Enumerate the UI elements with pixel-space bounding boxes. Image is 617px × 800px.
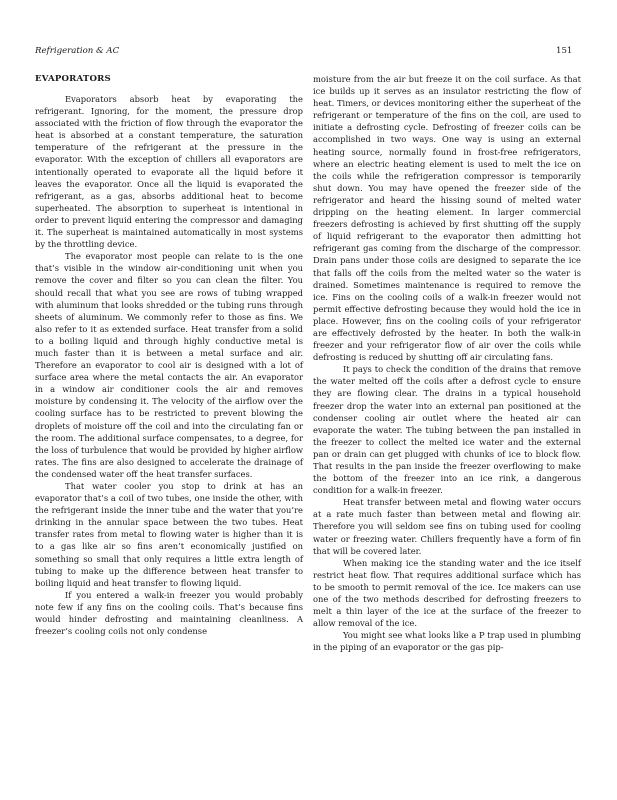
paragraph: moisture from the air but freeze it on the coil surface. As that ice builds up it serves as an insulator restricting the flow of heat. Timers, or devices monitoring either the superheat of the refrigerant or temperature of the fins on the coil, are used to initiate a defrosting cycle. Defrosting of freezer coils can be accomplished in two ways. One way is using an external heating source, normally found in frost-free refrigerators, where an electric heating element is used to melt the ice on the coils while the refrigeration compressor is temporarily shut down. You may have opened the freezer side of the refrigerator and heard the hissing sound of melted water dripping on the heating element. In larger commercial freezers defrosting is achieved by first shutting off the supply of liquid refrigerant to the evaporator then admitting hot refrigerant gas coming from the discharge of the compressor. Drain pans under those coils are designed to separate the ice that falls off the coils from the melted water so the water is drained. Sometimes maintenance is required to remove the ice. Fins on the cooling coils of a walk-in freezer would not permit effective defrosting because they would hold the ice in place. However, fins on the cooling coils of your refrigerator are effectively defrosted by the heater. In both the walk-in freezer and your refrigerator flow of air over the coils while defrosting is reduced by shutting off air circulating fans. bbox=[313, 74, 581, 363]
paragraph: That water cooler you stop to drink at has an evaporator that’s a coil of two tubes, one inside the other, with the refrigerant inside the inner tube and the water that you’re drinking in the annular space between the two tubes. Heat transfer rates from metal to flowing water is higher than it is to a gas like air so fins aren’t economically justified on something so small that only requires a little extra length of tubing to make up the difference between heat transfer to boiling liquid and heat transfer to flowing liquid. bbox=[35, 481, 303, 588]
left-column bbox=[35, 73, 303, 637]
running-header-title: Refrigeration & AC bbox=[35, 46, 120, 56]
right-column bbox=[313, 73, 581, 654]
section-title: EVAPORATORS bbox=[35, 74, 111, 84]
paragraph: When making ice the standing water and the ice itself restrict heat flow. That requires additional surface which has to be smooth to permit removal of the ice. Ice makers can use one of the two methods described for defrosting freezers to melt a thin layer of the ice at the surface of the freezer to allow removal of the ice. bbox=[313, 557, 581, 629]
paragraph: If you entered a walk-in freezer you would probably note few if any fins on the cooling coils. That’s because fins would hinder defrosting and maintaining cleanliness. A freezer’s cooling coils not only condense bbox=[35, 589, 303, 637]
paragraph: It pays to check the condition of the drains that remove the water melted off the coils after a defrost cycle to ensure they are flowing clear. The drains in a typical household freezer drop the water into an external pan positioned at the condenser cooling air outlet where the heated air can evaporate the water. The tubing between the pan installed in the freezer to collect the melted ice water and the external pan or drain can get plugged with chunks of ice to block flow. That results in the pan inside the freezer overflowing to make the bottom of the freezer into an ice rink, a dangerous condition for a walk-in freezer. bbox=[313, 364, 581, 496]
paragraph: Evaporators absorb heat by evaporating the refrigerant. Ignoring, for the moment, the pressure drop associated with the friction of flow through the evaporator the heat is absorbed at a constant temperature, the saturation temperature of the refrigerant at the pressure in the evaporator. With the exception of chillers all evaporators are intentionally operated to evaporate all the liquid before it leaves the evaporator. Once all the liquid is evaporated the refrigerant, as a gas, absorbs additional heat to become superheated. The absorption to superheat is intentional in order to prevent liquid entering the compressor and damaging it. The superheat is maintained automatically in most systems by the throttling device. bbox=[35, 94, 303, 250]
paragraph: The evaporator most people can relate to is the one that’s visible in the window air-conditioning unit when you remove the cover and filter so you can clean the filter. You should recall that what you see are rows of tubing wrapped with aluminum that looks shredded or the tubing runs through sheets of aluminum. We commonly refer to those as fins. We also refer to it as extended surface. Heat transfer from a solid to a boiling liquid and through highly conductive metal is much faster than it is between a metal surface and air. Therefore an evaporator to cool air is designed with a lot of surface area where the metal contacts the air. An evaporator in a window air conditioner cools the air and removes moisture by condensing it. The velocity of the airflow over the cooling surface has to be restricted to prevent blowing the droplets of moisture off the coil and into the circulating fan or the room. The additional surface compensates, to a degree, for the loss of turbulence that would be provided by higher airflow rates. The fins are also designed to accelerate the drainage of the condensed water off the heat transfer surfaces. bbox=[35, 251, 303, 479]
page-number: 151 bbox=[556, 46, 573, 56]
paragraph: You might see what looks like a P trap used in plumbing in the piping of an evaporator or the gas pip- bbox=[313, 630, 581, 653]
paragraph: Heat transfer between metal and flowing water occurs at a rate much faster than between metal and flowing air. Therefore you will seldom see fins on tubing used for cooling water or freezing water. Chillers frequently have a form of fin that will be covered later. bbox=[313, 497, 581, 556]
